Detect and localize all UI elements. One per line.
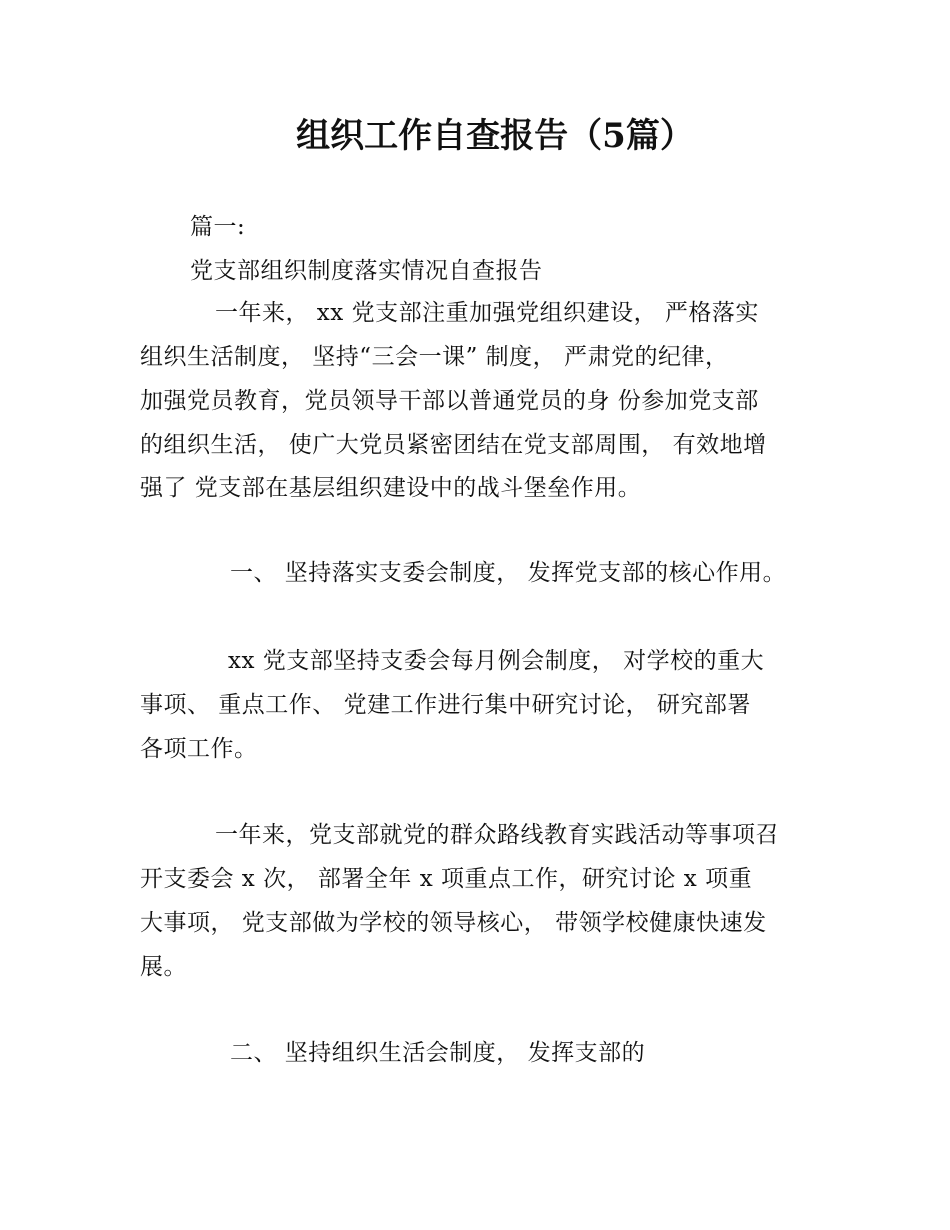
report-subtitle: 党支部组织制度落实情况自查报告 <box>190 258 543 284</box>
section-heading-2: 二、 坚持组织生活会制度， 发挥支部的 <box>230 1040 646 1066</box>
document-title: 组织工作自查报告（5篇） <box>296 116 694 156</box>
paragraph-2-line: 展。 <box>140 954 187 980</box>
intro-line: 加强党员教育，党员领导干部以普通党员的身 份参加党支部 <box>140 388 759 414</box>
intro-line: 的组织生活， 使广大党员紧密团结在党支部周围， 有效地增 <box>140 432 767 458</box>
paragraph-2-line: 一年来，党支部就党的群众路线教育实践活动等事项召 <box>215 822 779 848</box>
section-heading-1: 一、 坚持落实支委会制度， 发挥党支部的核心作用。 <box>230 560 787 586</box>
paragraph-1-line: 各项工作。 <box>140 736 258 762</box>
intro-line: 组织生活制度， 坚持“三会一课” 制度， 严肃党的纪律， <box>140 344 729 370</box>
intro-line: 强了 党支部在基层组织建设中的战斗堡垒作用。 <box>140 475 642 501</box>
section-label: 篇一: <box>190 214 246 240</box>
paragraph-1-line: 事项、 重点工作、 党建工作进行集中研究讨论， 研究部署 <box>140 692 751 718</box>
paragraph-2-line: 大事项， 党支部做为学校的领导核心， 带领学校健康快速发 <box>140 910 767 936</box>
paragraph-1-line: xx 党支部坚持支委会每月例会制度， 对学校的重大 <box>228 648 765 674</box>
paragraph-2-line: 开支委会 x 次， 部署全年 x 项重点工作，研究讨论 x 项重 <box>140 866 753 892</box>
intro-line: 一年来， xx 党支部注重加强党组织建设， 严格落实 <box>215 300 759 326</box>
